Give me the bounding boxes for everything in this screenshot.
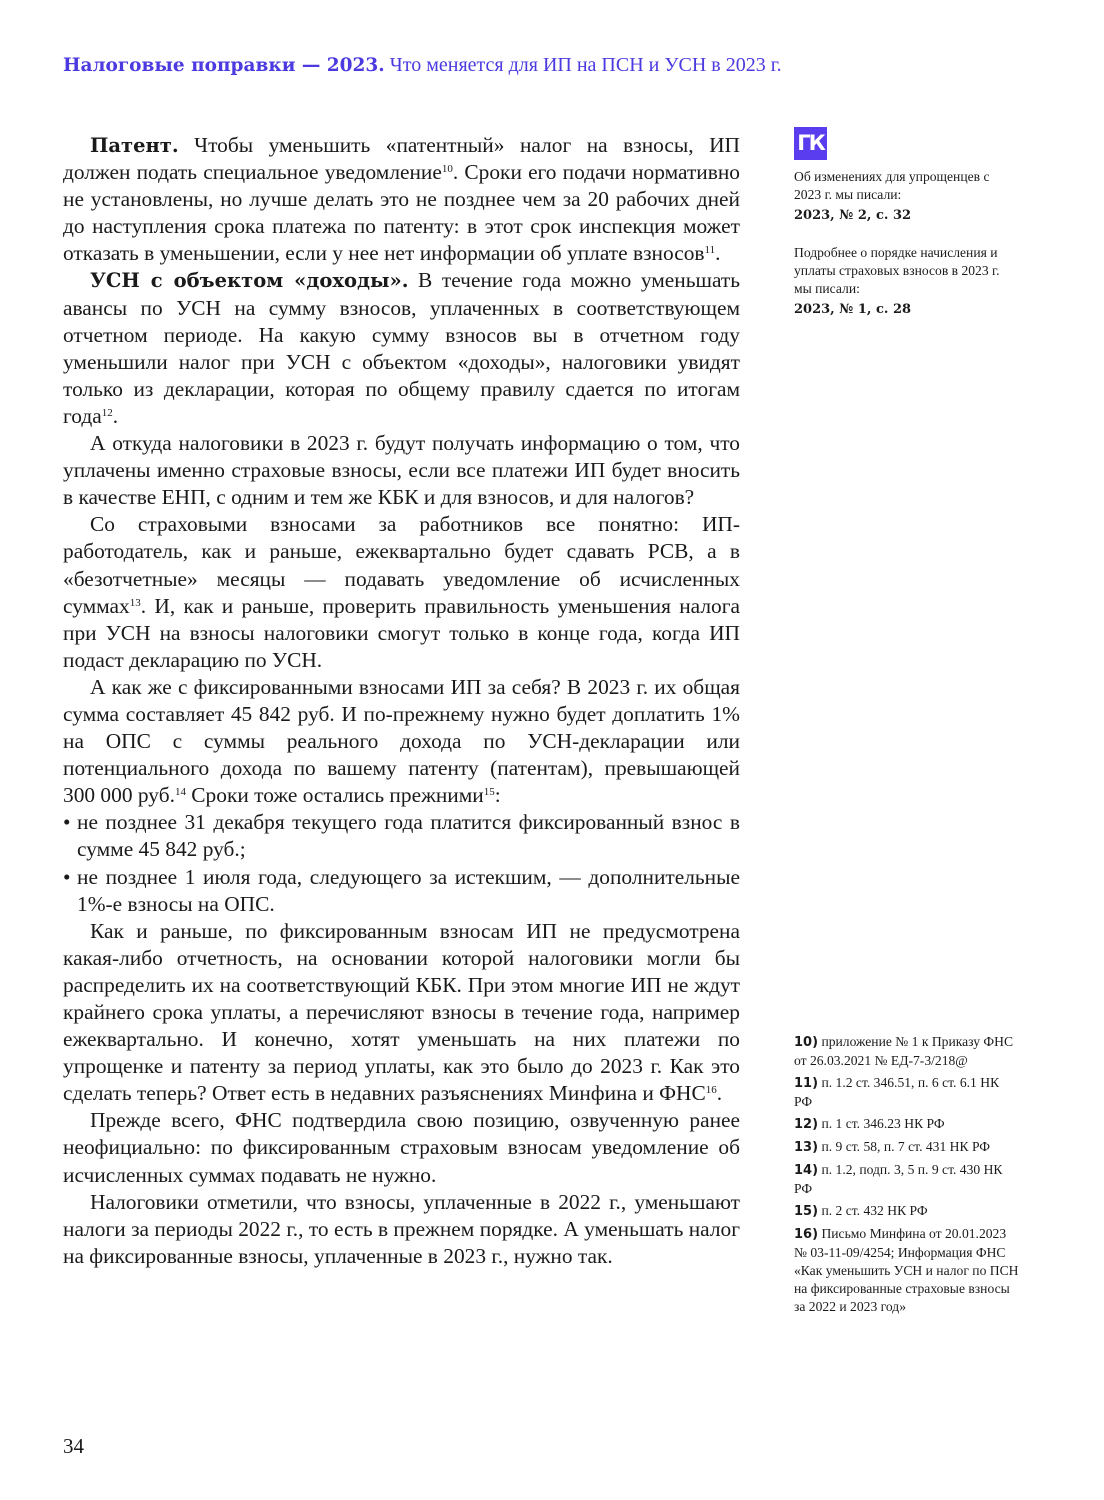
footnote-number: 16)	[794, 1227, 819, 1242]
footnote	[794, 1074, 1019, 1111]
sidebar-note-ref: 2023, № 2, с. 32	[794, 208, 912, 223]
paragraph-text: .	[716, 1081, 723, 1106]
footnote-text: п. 1.2, подп. 3, 5 п. 9 ст. 430 НК РФ	[794, 1162, 1003, 1196]
running-header	[63, 54, 782, 77]
paragraph-text: . И, как и раньше, проверить правильность уменьшения налога при УСН на взносы налоговики смогут только в конце года, когда ИП подаст декларацию по УСН.	[63, 593, 740, 672]
paragraph-text: В течение года можно уменьшать авансы по УСН на сумму взносов, уплаченных в соответствующем отчетном периоде. На какую сумму взносов вы в отчетном году уменьшили налог при УСН с объектом «доходы», налоговики увидят только из декларации, которая по общему правилу сдается по итогам года	[63, 268, 740, 428]
footnote-ref[interactable]: 15	[483, 786, 495, 799]
sidebar-note-text: Об изменениях для упрощенцев с 2023 г. мы писали:	[794, 169, 990, 202]
paragraph-text: :	[494, 783, 501, 808]
paragraph-text: Со страховыми взносами за работников все понятно: ИП-работодатель, как и раньше, ежеквартально будет сдавать РСВ, а в «безотчетные» месяцы — подавать уведомление об исчисленных суммах	[63, 512, 740, 618]
header-section: Налоговые поправки — 2023.	[63, 55, 385, 76]
footnote-ref[interactable]: 16	[705, 1084, 717, 1097]
bullet-item	[63, 864, 740, 918]
sidebar-note-2	[794, 244, 1019, 319]
paragraph	[63, 511, 740, 674]
paragraph	[63, 1189, 740, 1270]
paragraph-lead: Патент.	[90, 134, 179, 157]
paragraph-text: . Сроки его подачи нормативно не установлены, но лучше делать это не позднее чем за 20 рабочих дней до наступления срока платежа по патенту: в этот срок инспекция может отказать в уменьшении, если у нее нет информации об уплате взносов	[63, 160, 740, 266]
bullet-item	[63, 809, 740, 863]
paragraph-text: А как же с фиксированными взносами ИП за себя? В 2023 г. их общая сумма составляет 45 842 руб. И по-прежнему нужно будет доплатить 1% на ОПС с суммы реального дохода по УСН-декларации или потенциального дохода по вашему патенту (патентам), превышающей 300 000 руб.	[63, 674, 740, 808]
paragraph-text: .	[112, 403, 119, 428]
footnote-ref[interactable]: 12	[101, 406, 113, 419]
footnote-number: 12)	[794, 1117, 819, 1132]
footnote-ref[interactable]: 13	[129, 596, 141, 609]
footnote-number: 11)	[794, 1076, 819, 1091]
footnote	[794, 1115, 1019, 1134]
footnote-text: Письмо Минфина от 20.01.2023 № 03-11-09/4254; Информация ФНС «Как уменьшить УСН и налог по ПСН на фиксированные страховые взносы за 2022 и 2023 год»	[794, 1226, 1019, 1314]
paragraph-text: Сроки тоже остались прежними	[185, 783, 484, 808]
footnote	[794, 1138, 1019, 1157]
footnote	[794, 1202, 1019, 1221]
paragraph	[63, 267, 740, 430]
paragraph-text: А откуда налоговики в 2023 г. будут получать информацию о том, что уплачены именно страховые взносы, если все платежи ИП будет вносить в качестве ЕНП, с одним и тем же КБК и для взносов, и для налогов?	[63, 431, 740, 510]
footnote	[794, 1161, 1019, 1198]
paragraph-text: Как и раньше, по фиксированным взносам ИП не предусмотрена какая-либо отчетность, на основании которой налоговики могли бы распределить их на соответствующий КБК. При этом многие ИП не ждут крайнего срока уплаты, а перечисляют взносы в течение года, например ежеквартально. И конечно, хотят уменьшать на них платежи по упрощенке и патенту за период уплаты, как это было до 2023 г. Как это сделать теперь? Ответ есть в недавних разъяснениях Минфина и ФНС	[63, 918, 740, 1106]
sidebar-note-ref: 2023, № 1, с. 28	[794, 302, 912, 317]
footnote-ref[interactable]: 14	[174, 786, 186, 799]
gk-logo-icon	[794, 127, 827, 160]
paragraph-text: не позднее 31 декабря текущего года платится фиксированный взнос в сумме 45 842 руб.;	[77, 810, 740, 862]
sidebar-note-1	[794, 168, 1019, 225]
paragraph	[63, 430, 740, 511]
footnote-text: п. 9 ст. 58, п. 7 ст. 431 НК РФ	[821, 1139, 991, 1154]
article-body	[63, 132, 740, 1270]
paragraph	[63, 132, 740, 267]
footnote-text: п. 1 ст. 346.23 НК РФ	[821, 1116, 945, 1131]
paragraph-text: Прежде всего, ФНС подтвердила свою позицию, озвученную ранее неофициально: по фиксированным страховым взносам уведомление об исчисленных суммах подавать не нужно.	[63, 1108, 740, 1187]
footnote-number: 13)	[794, 1140, 819, 1155]
page-number: 34	[63, 1434, 84, 1458]
paragraph-text: Чтобы уменьшить «патентный» налог на взносы, ИП должен подать специальное уведомление	[63, 133, 740, 185]
paragraph-text: Налоговики отметили, что взносы, уплаченные в 2022 г., уменьшают налоги за периоды 2022 г., то есть в прежнем порядке. А уменьшать налог на фиксированные взносы, уплаченные в 2023 г., нужно так.	[63, 1189, 740, 1268]
footnote-text: приложение № 1 к Приказу ФНС от 26.03.2021 № ЕД-7-3/218@	[794, 1034, 1014, 1068]
footnote	[794, 1033, 1019, 1070]
footnote	[794, 1225, 1019, 1316]
footnote-number: 10)	[794, 1035, 819, 1050]
header-title: Что меняется для ИП на ПСН и УСН в 2023 г.	[389, 54, 782, 76]
footnotes	[794, 1033, 1019, 1320]
footnote-ref[interactable]: 10	[441, 163, 453, 176]
paragraph-lead: УСН с объектом «доходы».	[90, 269, 409, 293]
paragraph-text: не позднее 1 июля года, следующего за истекшим, — дополнительные 1%-е взносы на ОПС.	[77, 864, 740, 916]
footnote-ref[interactable]: 11	[704, 244, 716, 257]
logo-text: ГК	[797, 131, 824, 155]
footnote-number: 15)	[794, 1204, 819, 1219]
paragraph	[63, 1107, 740, 1188]
paragraph-text: .	[715, 241, 721, 266]
footnote-text: п. 1.2 ст. 346.51, п. 6 ст. 6.1 НК РФ	[794, 1075, 1000, 1109]
paragraph	[63, 674, 740, 809]
footnote-text: п. 2 ст. 432 НК РФ	[821, 1203, 928, 1218]
paragraph	[63, 918, 740, 1108]
footnote-number: 14)	[794, 1163, 819, 1178]
sidebar-note-text: Подробнее о порядке начисления и уплаты страховых взносов в 2023 г. мы писали:	[794, 245, 1000, 296]
